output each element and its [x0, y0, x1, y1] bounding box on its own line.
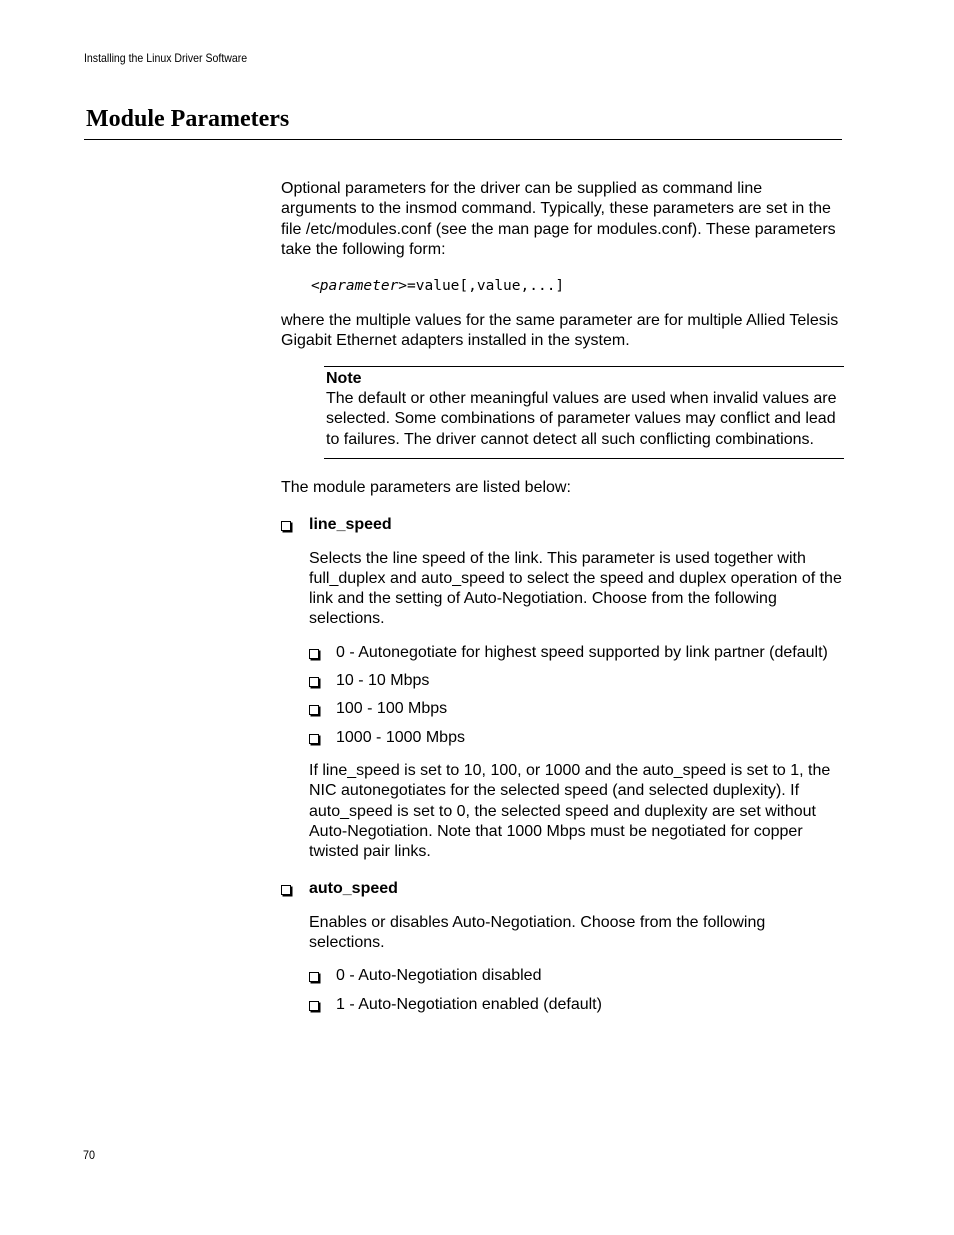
- code-syntax: [311, 276, 843, 296]
- after-code-paragraph: where the multiple values for the same parameter are for multiple Allied Telesis Gigabit Ethernet adapters installed in the system.: [281, 312, 839, 350]
- param-description: Enables or disables Auto-Negotiation. Choose from the following selections.: [309, 913, 766, 952]
- list-item: [309, 643, 843, 663]
- param-line-speed-body: [309, 549, 843, 863]
- list-item: [309, 966, 843, 986]
- checkbox-bullet-icon: [309, 677, 319, 687]
- param-description: Selects the line speed of the link. This parameter is used together with full_duplex and auto_speed to select the speed and duplex operation of the link and the setting of Auto-Negotiation. Choose from the following selections.: [309, 549, 842, 628]
- checkbox-bullet-icon: [309, 649, 319, 659]
- checkbox-bullet-icon: [281, 885, 291, 895]
- option-text: 1000 - 1000 Mbps: [336, 728, 465, 746]
- param-auto-speed-body: [309, 913, 843, 1015]
- params-lead: The module parameters are listed below:: [281, 478, 571, 496]
- note-text: The default or other meaningful values are used when invalid values are selected. Some combinations of parameter values may conflict and lead to failures. The driver cannot detect all such conflicting combinations.: [326, 390, 837, 448]
- note-title: Note: [326, 369, 362, 387]
- option-list: [309, 643, 843, 748]
- param-name: line_speed: [309, 516, 392, 534]
- code-parameter: <parameter>: [311, 278, 408, 295]
- note-box: [324, 366, 844, 459]
- option-list: [309, 966, 843, 1015]
- param-line-speed: [281, 515, 843, 535]
- page-number: 70: [83, 1148, 96, 1162]
- checkbox-bullet-icon: [281, 521, 291, 531]
- title-rule: [84, 139, 842, 140]
- list-item: [309, 699, 843, 719]
- param-name: auto_speed: [309, 880, 398, 898]
- checkbox-bullet-icon: [309, 1001, 319, 1011]
- running-head: Installing the Linux Driver Software: [84, 51, 248, 65]
- list-item: [309, 671, 843, 691]
- intro-paragraph: Optional parameters for the driver can be supplied as command line arguments to the insmod command. Typically, these parameters are set in the file /etc/modules.conf (see the man page for modules.conf). These parameters take the following form:: [281, 180, 836, 258]
- list-item: [309, 728, 843, 748]
- code-value: =value[,value,...]: [407, 278, 565, 295]
- option-text: 0 - Autonegotiate for highest speed supported by link partner (default): [336, 643, 828, 661]
- param-auto-speed: [281, 879, 843, 899]
- checkbox-bullet-icon: [309, 705, 319, 715]
- page-title: Module Parameters: [86, 106, 290, 132]
- option-text: 10 - 10 Mbps: [336, 672, 430, 690]
- checkbox-bullet-icon: [309, 972, 319, 982]
- option-text: 1 - Auto-Negotiation enabled (default): [336, 995, 602, 1013]
- option-text: 0 - Auto-Negotiation disabled: [336, 967, 542, 985]
- main-content: [281, 179, 843, 1015]
- param-footnote: If line_speed is set to 10, 100, or 1000 and the auto_speed is set to 1, the NIC autonegotiates for the selected speed (and selected duplexity). If auto_speed is set to 0, the selected speed and duplexity are set without Auto-Negotiation. Note that 1000 Mbps must be negotiated for copper twisted pair links.: [309, 761, 831, 861]
- list-item: [309, 995, 843, 1015]
- option-text: 100 - 100 Mbps: [336, 700, 448, 718]
- checkbox-bullet-icon: [309, 734, 319, 744]
